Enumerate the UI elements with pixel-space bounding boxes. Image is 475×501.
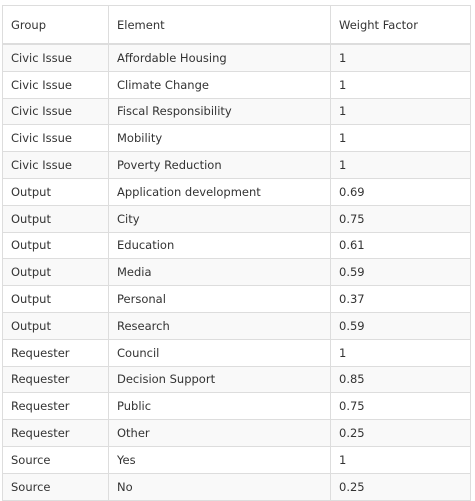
weight-factor-cell: 0.25 bbox=[331, 420, 471, 447]
element-cell: Fiscal Responsibility bbox=[109, 98, 331, 125]
group-cell: Output bbox=[3, 312, 109, 339]
element-cell: Poverty Reduction bbox=[109, 152, 331, 179]
table-row bbox=[3, 393, 471, 420]
group-cell: Output bbox=[3, 259, 109, 286]
table-row bbox=[3, 473, 471, 500]
group-cell: Civic Issue bbox=[3, 71, 109, 98]
group-cell: Output bbox=[3, 205, 109, 232]
weight-factor-cell: 0.75 bbox=[331, 205, 471, 232]
weight-factor-cell: 1 bbox=[331, 125, 471, 152]
weight-factor-table bbox=[2, 5, 471, 501]
table-row bbox=[3, 259, 471, 286]
weight-factor-cell: 1 bbox=[331, 446, 471, 473]
weight-factor-cell: 1 bbox=[331, 98, 471, 125]
weight-factor-cell: 0.61 bbox=[331, 232, 471, 259]
group-cell: Output bbox=[3, 286, 109, 313]
weight-factor-table-container bbox=[2, 5, 470, 501]
weight-factor-cell: 1 bbox=[331, 339, 471, 366]
column-header-element: Element bbox=[109, 6, 331, 45]
element-cell: Mobility bbox=[109, 125, 331, 152]
group-cell: Civic Issue bbox=[3, 152, 109, 179]
table-row bbox=[3, 232, 471, 259]
element-cell: Public bbox=[109, 393, 331, 420]
element-cell: Education bbox=[109, 232, 331, 259]
table-row bbox=[3, 420, 471, 447]
weight-factor-cell: 0.85 bbox=[331, 366, 471, 393]
group-cell: Source bbox=[3, 446, 109, 473]
table-row bbox=[3, 446, 471, 473]
group-cell: Output bbox=[3, 178, 109, 205]
table-row bbox=[3, 366, 471, 393]
table-row bbox=[3, 178, 471, 205]
element-cell: Council bbox=[109, 339, 331, 366]
group-cell: Requester bbox=[3, 366, 109, 393]
table-row bbox=[3, 339, 471, 366]
table-row bbox=[3, 125, 471, 152]
element-cell: Other bbox=[109, 420, 331, 447]
weight-factor-cell: 1 bbox=[331, 71, 471, 98]
group-cell: Civic Issue bbox=[3, 125, 109, 152]
element-cell: Application development bbox=[109, 178, 331, 205]
table-header bbox=[3, 6, 471, 45]
table-row bbox=[3, 44, 471, 71]
weight-factor-cell: 0.25 bbox=[331, 473, 471, 500]
element-cell: Research bbox=[109, 312, 331, 339]
group-cell: Requester bbox=[3, 420, 109, 447]
element-cell: No bbox=[109, 473, 331, 500]
weight-factor-cell: 0.37 bbox=[331, 286, 471, 313]
group-cell: Output bbox=[3, 232, 109, 259]
group-cell: Civic Issue bbox=[3, 98, 109, 125]
table-row bbox=[3, 312, 471, 339]
element-cell: City bbox=[109, 205, 331, 232]
table-body bbox=[3, 44, 471, 500]
weight-factor-cell: 0.75 bbox=[331, 393, 471, 420]
table-row bbox=[3, 98, 471, 125]
table-row bbox=[3, 152, 471, 179]
element-cell: Media bbox=[109, 259, 331, 286]
group-cell: Civic Issue bbox=[3, 44, 109, 71]
element-cell: Climate Change bbox=[109, 71, 331, 98]
column-header-group: Group bbox=[3, 6, 109, 45]
weight-factor-cell: 0.59 bbox=[331, 259, 471, 286]
table-row bbox=[3, 286, 471, 313]
element-cell: Decision Support bbox=[109, 366, 331, 393]
group-cell: Requester bbox=[3, 339, 109, 366]
weight-factor-cell: 0.59 bbox=[331, 312, 471, 339]
table-row bbox=[3, 205, 471, 232]
group-cell: Source bbox=[3, 473, 109, 500]
weight-factor-cell: 1 bbox=[331, 44, 471, 71]
table-row bbox=[3, 71, 471, 98]
element-cell: Yes bbox=[109, 446, 331, 473]
element-cell: Affordable Housing bbox=[109, 44, 331, 71]
column-header-weight-factor: Weight Factor bbox=[331, 6, 471, 45]
element-cell: Personal bbox=[109, 286, 331, 313]
weight-factor-cell: 0.69 bbox=[331, 178, 471, 205]
header-row bbox=[3, 6, 471, 45]
weight-factor-cell: 1 bbox=[331, 152, 471, 179]
group-cell: Requester bbox=[3, 393, 109, 420]
